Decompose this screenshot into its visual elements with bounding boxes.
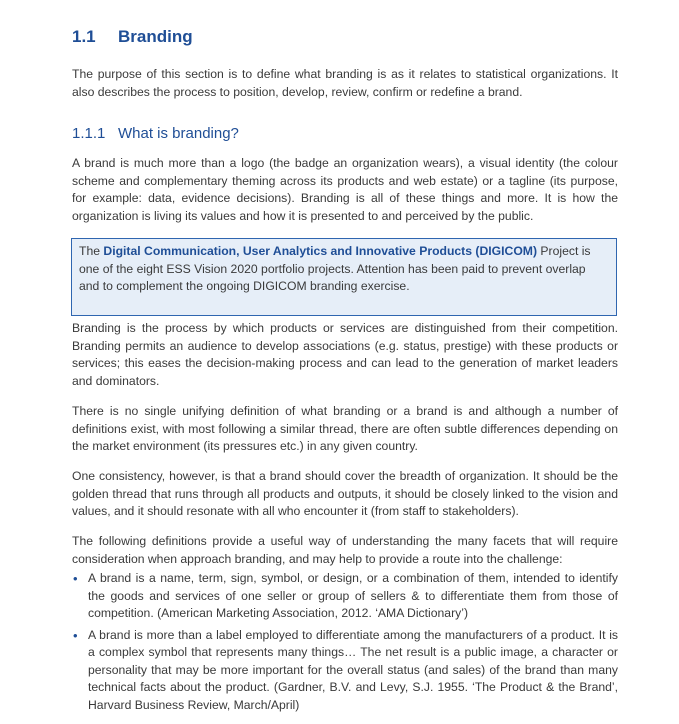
- definitions-list: [72, 570, 618, 718]
- paragraph-brand-definition: A brand is much more than a logo (the badge an organization wears), a visual identity (the colour scheme and complementary theming across its products and web estate) or a tagline (its purpose, for example: data, evidence decisions). Branding is all of these things and more. It is how the organization is living its values and how it is presented to and perceived by the public.: [72, 156, 618, 223]
- list-item: [72, 570, 618, 623]
- list-item: [72, 627, 618, 715]
- paragraph-definitions-intro: The following definitions provide a useful way of understanding the many facets that will require consideration when approach branding, and may help to provide a route into the challenge:: [72, 534, 618, 566]
- callout-prefix: The: [79, 244, 104, 258]
- section-heading: [72, 27, 193, 47]
- paragraph-consistency: One consistency, however, is that a brand should cover the breadth of organization. It should be the golden thread that runs through all products and outputs, it should be closely linked to the vision and values, and it should resonate with all who encounter it (from staff to stakeholders).: [72, 469, 618, 518]
- section-title: Branding: [118, 27, 193, 46]
- subsection-number: 1.1.1: [72, 125, 106, 142]
- paragraph-branding-process: Branding is the process by which products or services are distinguished from their competition. Branding permits an audience to develop associations (e.g. status, prestige) with these products or services; this eases the decision-making process and can lead to the generation of market leaders and dominators.: [72, 321, 618, 388]
- callout-highlight: Digital Communication, User Analytics and Innovative Products (DIGICOM): [103, 244, 538, 258]
- subsection-title: What is branding?: [118, 125, 239, 142]
- bullet-icon: •: [73, 627, 78, 643]
- callout-suffix: Project is one of the eight ESS Vision 2020 portfolio projects. Attention has been paid to prevent overlap and to complement the ongoing DIGICOM branding exercise.: [79, 244, 591, 293]
- paragraph-no-single-definition: There is no single unifying definition of what branding or a brand is and although a number of definitions exist, with most following a similar thread, there are often subtle differences depending on the market environment (its pressures etc.) in any given country.: [72, 404, 618, 453]
- list-item-text: A brand is a name, term, sign, symbol, or design, or a combination of them, intended to identify the goods and services of one seller or group of sellers & to differentiate them from those of competition. (American Marketing Association, 2012. ‘AMA Dictionary’): [88, 571, 618, 620]
- subsection-heading: [72, 125, 239, 142]
- digicom-callout-box: [71, 238, 617, 316]
- callout-text: [79, 243, 609, 296]
- section-intro: The purpose of this section is to define what branding is as it relates to statistical organizations. It also describes the process to position, develop, review, confirm or redefine a brand.: [72, 67, 618, 99]
- bullet-icon: •: [73, 571, 78, 586]
- list-item-text: A brand is more than a label employed to differentiate among the manufacturers of a product. It is a complex symbol that represents many things… The net result is a public image, a character or personality that may be more important for the overall status (and sales) of the brand than many technical facts about the product. (Gardner, B.V. and Levy, S.J. 1955. ‘The Product & the Brand’, Harvard Business Review, March/April): [88, 627, 618, 712]
- section-number: 1.1: [72, 27, 96, 46]
